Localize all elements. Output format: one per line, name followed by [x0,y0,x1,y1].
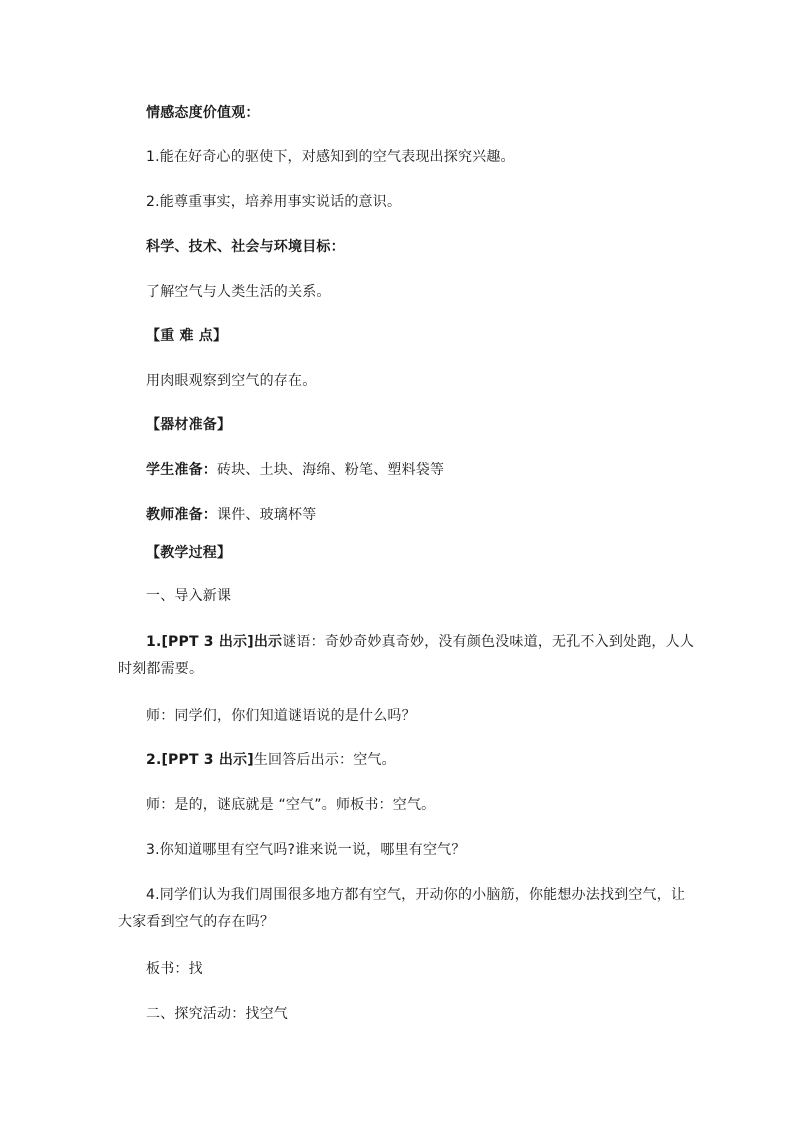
board-writing: 板书：找 [146,961,203,977]
heading-key-points: 【重 难 点】 [146,328,228,344]
step-1 [146,631,694,653]
teacher-materials-label: 教师准备： [146,507,217,523]
student-materials-label: 学生准备： [146,462,217,478]
key-point-1: 用肉眼观察到空气的存在。 [146,373,317,389]
step-2 [146,749,396,771]
attitude-item-1: 1.能在好奇心的驱使下，对感知到的空气表现出探究兴趣。 [146,149,515,165]
student-materials [146,459,444,481]
student-materials-text: 砖块、土块、海绵、粉笔、塑料袋等 [217,462,445,478]
attitude-item-2: 2.能尊重事实，培养用事实说话的意识。 [146,194,402,210]
section-activity: 二、探究活动：找空气 [146,1006,288,1022]
heading-attitude: 情感态度价值观： [146,105,260,121]
step-4: 4.同学们认为我们周围很多地方都有空气，开动你的小脑筋，你能想办法找到空气，让 [146,887,686,903]
step-2-label: 2.[PPT 3 出示] [146,752,254,768]
teacher-materials-text: 课件、玻璃杯等 [217,507,317,523]
step-2-text: 生回答后出示：空气。 [253,752,396,768]
step-1-continued: 时刻都需要。 [118,661,204,677]
step-1-text: 谜语：奇妙奇妙真奇妙，没有颜色没味道，无孔不入到处跑，人人 [282,634,695,650]
step-3: 3.你知道哪里有空气吗?谁来说一说，哪里有空气？ [146,842,466,858]
heading-stse: 科学、技术、社会与环境目标： [146,239,345,255]
heading-materials: 【器材准备】 [146,417,232,433]
teacher-question-1: 师：同学们，你们知道谜语说的是什么吗？ [146,708,416,724]
teacher-materials [146,504,316,526]
stse-item-1: 了解空气与人类生活的关系。 [146,284,331,300]
teacher-question-2: 师：是的，谜底就是 “空气”。师板书：空气。 [146,797,436,813]
heading-process: 【教学过程】 [146,545,232,561]
step-4-continued: 大家看到空气的存在吗？ [118,914,275,930]
step-1-label: 1.[PPT 3 出示]出示 [146,634,283,650]
section-intro: 一、导入新课 [146,588,232,604]
